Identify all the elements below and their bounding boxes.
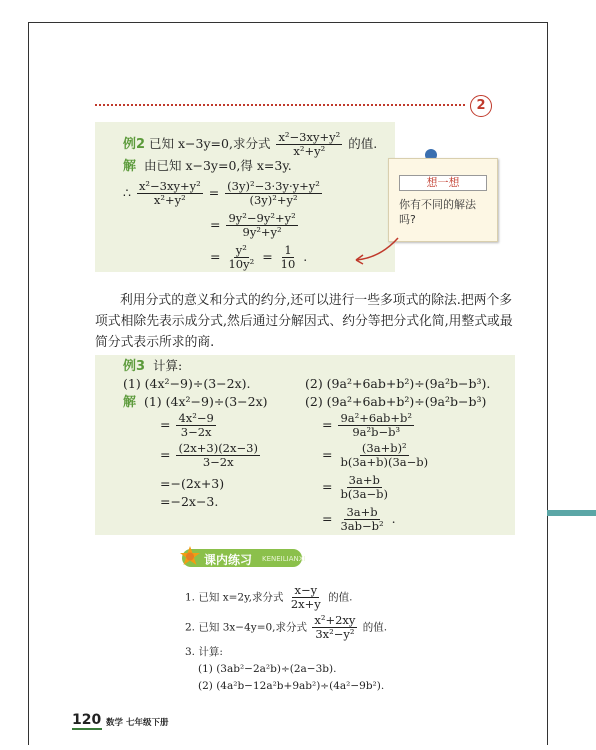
fraction-denominator: 3x²−y²	[315, 627, 355, 641]
exercise-item-text: 的值.	[362, 621, 388, 634]
step1-rhs-fraction	[225, 180, 322, 207]
example2-prompt-pre: 已知 x−3y=0,求分式	[149, 136, 271, 151]
fraction-denominator: 3−2x	[180, 425, 212, 439]
fraction-numerator: x²−3xy+y²	[138, 179, 201, 193]
fraction-denominator: 9a²b−b³	[352, 425, 401, 439]
s1-step2: = $\frac{(2x+3)(2x-3)}{3-2x}$	[160, 441, 258, 469]
fraction-numerator: (3y)²−3·3y·y+y²	[227, 179, 320, 193]
arrow-icon	[350, 236, 400, 266]
exercise-item-3: 3. 计算:	[185, 646, 223, 658]
example3-q1: (1) (4x²−9)÷(3−2x).	[123, 376, 251, 391]
example3-header	[123, 358, 182, 375]
fraction-denominator: 3ab−b²	[340, 519, 384, 533]
exercise-title: 课内练习	[204, 553, 253, 567]
fraction-numerator: x²−3xy+y²	[278, 130, 341, 144]
think-note	[388, 158, 498, 242]
think-note-title: 想一想	[399, 175, 487, 191]
s2-step2: = $\frac{\text{(3a+b)²}}{b(3a+b)(3a-b)}$	[322, 441, 429, 469]
s2-fraction4	[338, 506, 385, 533]
fraction-denominator: b(3a+b)(3a−b)	[340, 455, 429, 469]
exercise-item-2	[185, 614, 387, 641]
section-marker: 2	[470, 95, 492, 117]
step2-fraction	[226, 212, 297, 239]
fraction-numerator: (3a+b)²	[361, 441, 407, 455]
header-dotted-rule	[95, 104, 465, 106]
book-title: 数学 七年级下册	[106, 718, 169, 728]
fraction-denominator: (3y)²+y²	[249, 193, 298, 207]
fraction-numerator: 9a²+6ab+b²	[340, 411, 413, 425]
solution-label: 解	[123, 395, 137, 410]
exercise-item-fraction	[289, 584, 323, 611]
example2-step3: = $\frac{\text{y²}}{\text{10y²}}$ = $\frac{1}{10}$ .	[210, 243, 308, 271]
s2-fraction3	[338, 474, 390, 501]
fraction-denominator: x²+y²	[153, 193, 186, 207]
fraction-numerator: y²	[235, 243, 247, 257]
example2-prompt-fraction	[276, 131, 342, 158]
sun-star-icon	[178, 545, 202, 569]
fraction-numerator: 9y²−9y²+y²	[228, 211, 296, 225]
fraction-denominator: x²+y²	[293, 144, 326, 158]
solution-part1-head: (1) (4x²−9)÷(3−2x)	[143, 394, 268, 409]
s2-fraction2	[338, 442, 430, 469]
example2-prompt	[123, 131, 377, 158]
s2-step1: = $\frac{\text{9a²+6ab+b²}}{\text{9a²b−b³}}$	[322, 411, 413, 439]
example2-step2: = $\frac{\text{9y²−9y²+y²}}{\text{9y²+y²}}$	[210, 211, 296, 239]
s2-fraction1	[338, 412, 414, 439]
fraction-numerator: 3a+b	[348, 473, 380, 487]
example3-s1-head	[123, 394, 268, 411]
exercise-item-text: 1. 已知 x=2y,求分式	[185, 591, 284, 604]
step3-result-fraction	[279, 244, 298, 271]
s1-fraction2	[176, 442, 259, 469]
page-number: 120	[72, 712, 102, 728]
step1-lhs-fraction	[137, 180, 203, 207]
s1-step1: = $\frac{\text{4x²−9}}{3-2x}$	[160, 411, 214, 439]
therefore-symbol: ∴	[123, 185, 131, 200]
s2-step3: = $\frac{3a+b}{b(3a-b)}$	[322, 473, 388, 501]
fraction-numerator: (2x+3)(2x−3)	[178, 441, 258, 455]
example2-prompt-post: 的值.	[348, 136, 378, 151]
example2-solution-line	[123, 158, 292, 175]
solution-text: 由已知 x−3y=0,得 x=3y.	[143, 158, 292, 173]
fraction-numerator: x−y	[294, 583, 318, 597]
example3-s2-head: (2) (9a²+6ab+b²)÷(9a²b−b³)	[305, 394, 487, 409]
exercise-item-text: 的值.	[328, 591, 353, 604]
fraction-denominator: 2x+y	[290, 597, 321, 611]
exercise-item-fraction	[312, 614, 357, 641]
side-tab-marker	[547, 510, 596, 516]
s1-fraction1	[176, 412, 215, 439]
example2-label: 例2	[123, 137, 146, 152]
solution-label: 解	[123, 159, 137, 174]
fraction-numerator: 3a+b	[346, 505, 378, 519]
fraction-denominator: 10y²	[228, 257, 255, 271]
example3-q2: (2) (9a²+6ab+b²)÷(9a²b−b³).	[305, 376, 491, 391]
body-paragraph: 利用分式的意义和分式的约分,还可以进行一些多项式的除法.把两个多项式相除先表示成分式,然后通过分解因式、约分等把分式化简,用整式或最简分式表示所求的商.	[95, 293, 513, 350]
fraction-denominator: b(3a−b)	[340, 487, 388, 501]
fraction-numerator: 1	[284, 243, 292, 257]
example3-label: 例3	[123, 359, 146, 374]
s1-step3: =−(2x+3)	[160, 476, 225, 491]
exercise-subtitle: KENEILIANXI	[262, 555, 306, 563]
step3-fraction	[226, 244, 256, 271]
fraction-numerator: 4x²−9	[178, 411, 214, 425]
footer-underline	[72, 728, 102, 730]
exercise-item-1	[185, 584, 352, 611]
exercise-item-3-sub1: (1) (3ab²−2a²b)÷(2a−3b).	[198, 663, 337, 675]
exercise-item-3-sub2: (2) (4a²b−12a²b+9ab²)÷(4a²−9b²).	[198, 680, 385, 692]
fraction-denominator: 3−2x	[202, 455, 234, 469]
fraction-denominator: 9y²+y²	[242, 225, 282, 239]
think-note-body: 你有不同的解法吗?	[399, 198, 476, 226]
example2-step1: ∴ $\frac{\text{x²−3xy+y²}}{\text{x²+y²}}$ = $\frac{\text{(3y)²−3·3y·y+y²}}{\text{(3y)²+y²}}$	[123, 179, 320, 207]
example3-prompt: 计算:	[153, 358, 183, 373]
s2-step4: = $\frac{3a+b}{\text{3ab−b²}}$ .	[322, 505, 396, 533]
fraction-numerator: x²+2xy	[314, 613, 356, 627]
fraction-denominator: 10	[280, 257, 296, 271]
exercise-item-text: 2. 已知 3x−4y=0,求分式	[185, 621, 308, 634]
s1-step4: =−2x−3.	[160, 494, 219, 509]
